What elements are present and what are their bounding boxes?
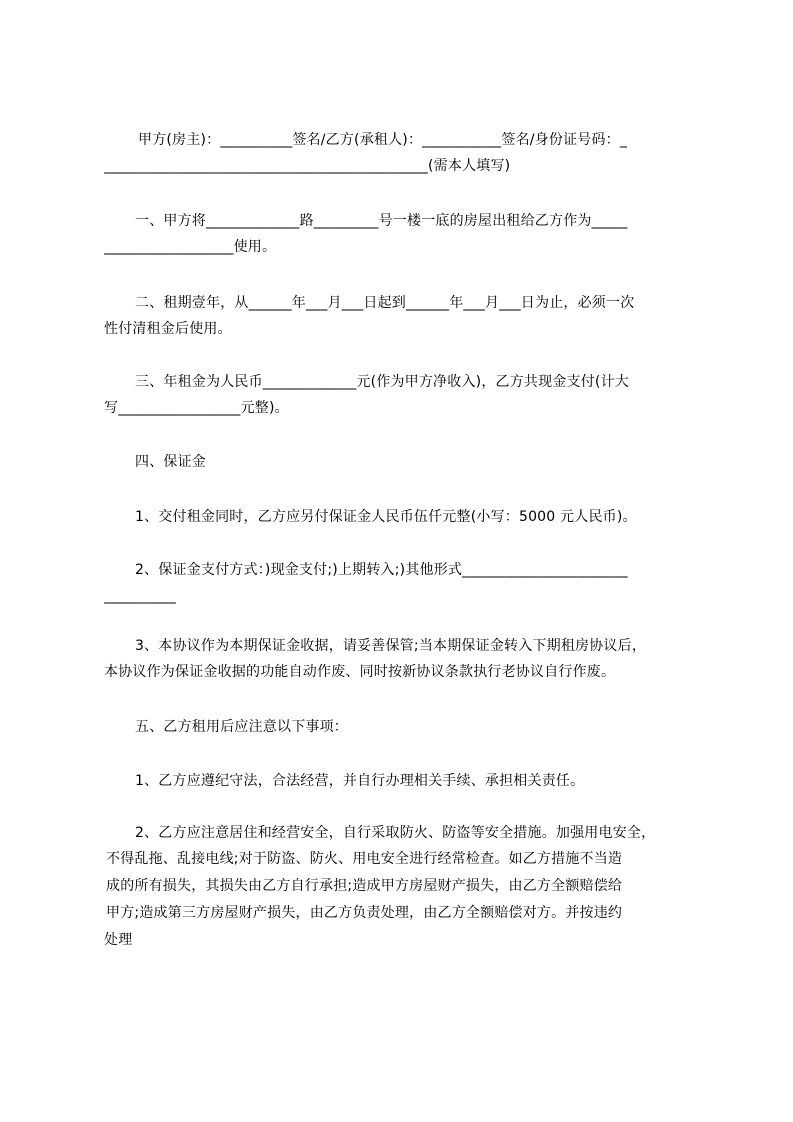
clause-1-line: 一、甲方将_____________路_________号一楼一底的房屋出租给乙方作为_____ — [135, 213, 628, 229]
clause-4-1-line: 1、交付租金同时，乙方应另付保证金人民币伍仟元整(小写：5000 元人民币)。 — [135, 509, 637, 525]
clause-5-2-line-4: 甲方;造成第三方房屋财产损失，由乙方负责处理，由乙方全额赔偿对方。并按违约 — [106, 905, 623, 921]
clause-4-3-line-cont: 本协议作为保证金收据的功能自动作废、同时按新协议条款执行老协议自行作废。 — [104, 664, 616, 680]
clause-2-line: 二、租期壹年，从______年___月___日起到______年___月___日为止，必须一次 — [135, 295, 635, 311]
clause-5-2-line: 2、乙方应注意居住和经营安全，自行采取防火、防盗等安全措施。加强用电安全， — [135, 825, 656, 841]
clause-4-3-line: 3、本协议作为本期保证金收据，请妥善保管;当本期保证金转入下期租房协议后， — [135, 638, 647, 654]
clause-2-line-cont: 性付清租金后使用。 — [104, 321, 232, 337]
clause-5-2-line-5: 处理 — [104, 932, 133, 948]
clause-1-line-cont: __________________使用。 — [104, 239, 277, 255]
clause-3-line: 三、年租金为人民币_____________元(作为甲方净收入)，乙方共现金支付(计大 — [135, 374, 629, 390]
clause-4-2-line: 2、保证金支付方式：)现金支付;)上期转入;)其他形式_______________________ — [135, 562, 628, 578]
clause-4-2-line-cont: __________ — [104, 588, 176, 604]
signature-line: 甲方(房主)：__________签名/乙方(承租人)：___________签名/身份证号码：_ — [138, 132, 628, 148]
clause-5-2-line-2: 不得乱拖、乱接电线;对于防盗、防火、用电安全进行经常检查。如乙方措施不当造 — [106, 851, 623, 867]
clause-3-line-cont: 写_________________元整)。 — [104, 400, 289, 416]
clause-5-1-line: 1、乙方应遵纪守法，合法经营，并自行办理相关手续、承担相关责任。 — [135, 773, 585, 789]
clause-5-2-line-3: 成的所有损失，其损失由乙方自行承担;造成甲方房屋财产损失，由乙方全额赔偿给 — [106, 878, 623, 894]
clause-5-heading: 五、乙方租用后应注意以下事项： — [135, 719, 348, 735]
clause-4-heading: 四、保证金 — [135, 454, 206, 470]
signature-line-cont: _____________________________________________(需本人填写) — [104, 158, 511, 174]
